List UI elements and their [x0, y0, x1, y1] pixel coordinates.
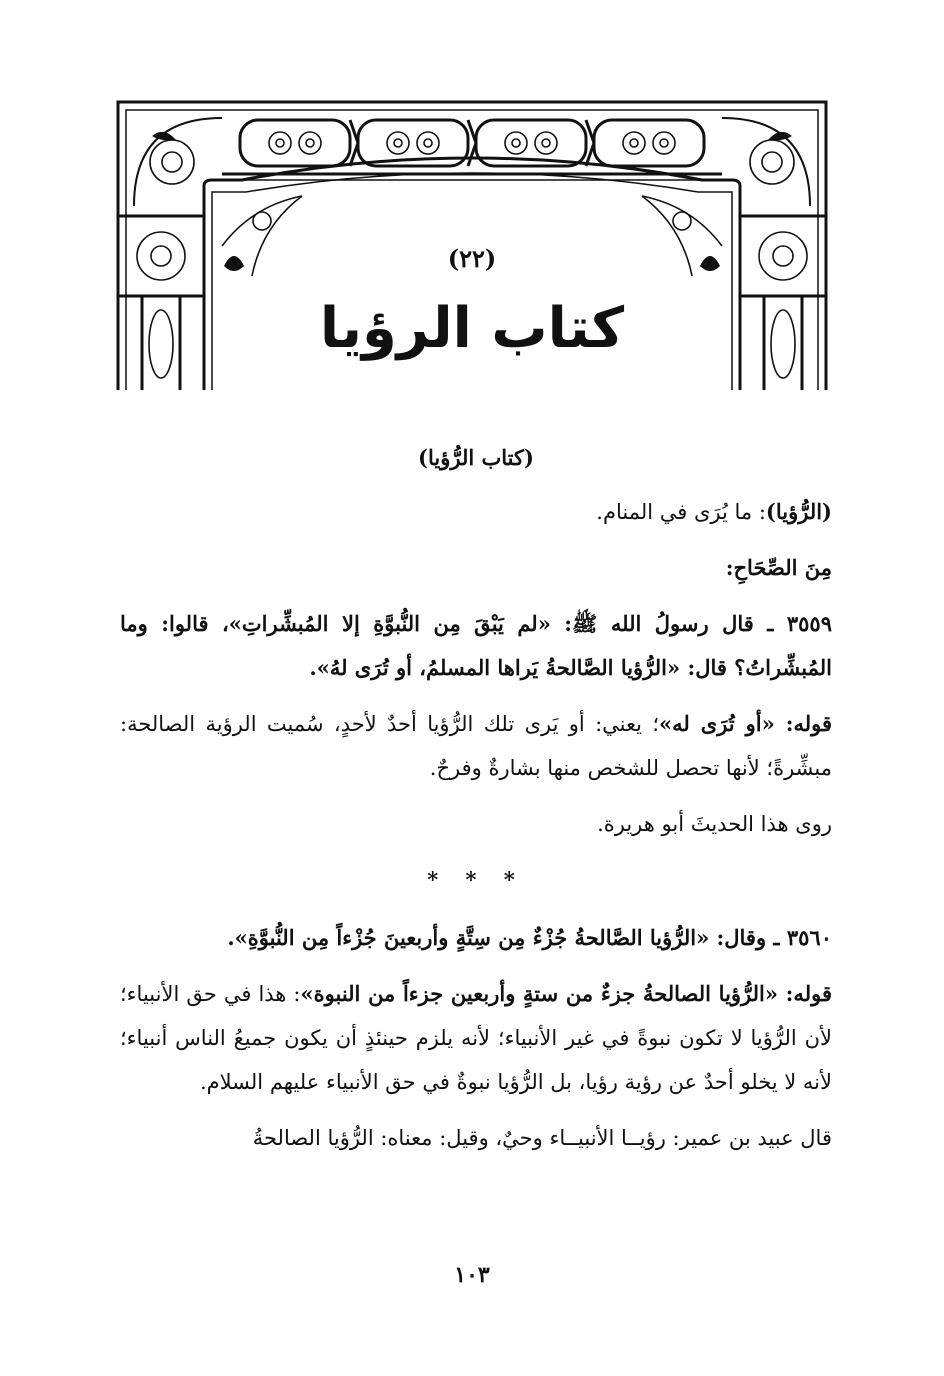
chapter-title: كتاب الرؤيا: [319, 296, 625, 361]
definition-text: : ما يُرَى في المنام.: [596, 500, 766, 524]
section-subheading: (كتاب الرُّؤيا): [418, 445, 534, 470]
commentary-text: ؛ يعني: أو يَرى تلك الرُّؤيا أحدٌ لأحدٍ، سُميت الرؤية الصالحة: مبشِّرةً؛ لأنها تحصل للشخص منها بشارةٌ وفرحٌ.: [120, 712, 832, 780]
hadith-3559: ٣٥٥٩ ـ قال رسولُ الله ﷺ: «لم يَبْقَ مِن النُّبوَّةِ إلا المُبشِّراتِ»، قالوا: وما المُبشِّراتُ؟ قال: «الرُّؤيا الصَّالحةُ يَراها المسلمُ، أو تُرَى لهُ».: [120, 611, 832, 680]
commentary-lead: قوله: «أو تُرَى له»: [659, 711, 832, 736]
commentary-lead: قوله: «الرُّؤيا الصالحةُ جزءٌ من ستةٍ وأربعين جزءاً من النبوة»: [300, 981, 832, 1006]
chapter-number: (٢٢): [447, 244, 497, 273]
definition-paragraph: [120, 490, 832, 534]
hadith-3560: ٣٥٦٠ ـ وقال: «الرُّؤيا الصَّالحةُ جُزْءٌ مِن سِتَّةٍ وأربعينَ جُزْءاً مِن النُّبوَّةِ».: [227, 925, 832, 950]
commentary-3560: [120, 972, 832, 1104]
definition-term: (الرُّؤيا): [765, 499, 832, 524]
page-number: ١٠٣: [454, 1262, 490, 1288]
commentary-3559: [120, 702, 832, 790]
section-separator: * * *: [427, 867, 525, 892]
section-label: مِنَ الصِّحَاحِ:: [725, 555, 832, 580]
narrator-line: روى هذا الحديثَ أبو هريرة.: [597, 812, 832, 836]
commentary-text: : هذا في حق الأنبياء؛ لأن الرُّؤيا لا تكون نبوةً في غير الأنبياء؛ لأنه يلزم حينئذٍ أن يكون جميعُ الناس أنبياء؛ لأنه لا يخلو أحدٌ عن رؤية رؤيا، بل الرُّؤيا نبوةٌ في حق الأنبياء عليهم السلام.: [120, 982, 832, 1094]
continuation-line: قال عبيد بن عمير: رؤيــا الأنبيــاء وحيٌ، وقيل: معناه: الرُّؤيا الصالحةُ: [252, 1126, 832, 1150]
page-body: [120, 436, 832, 1160]
